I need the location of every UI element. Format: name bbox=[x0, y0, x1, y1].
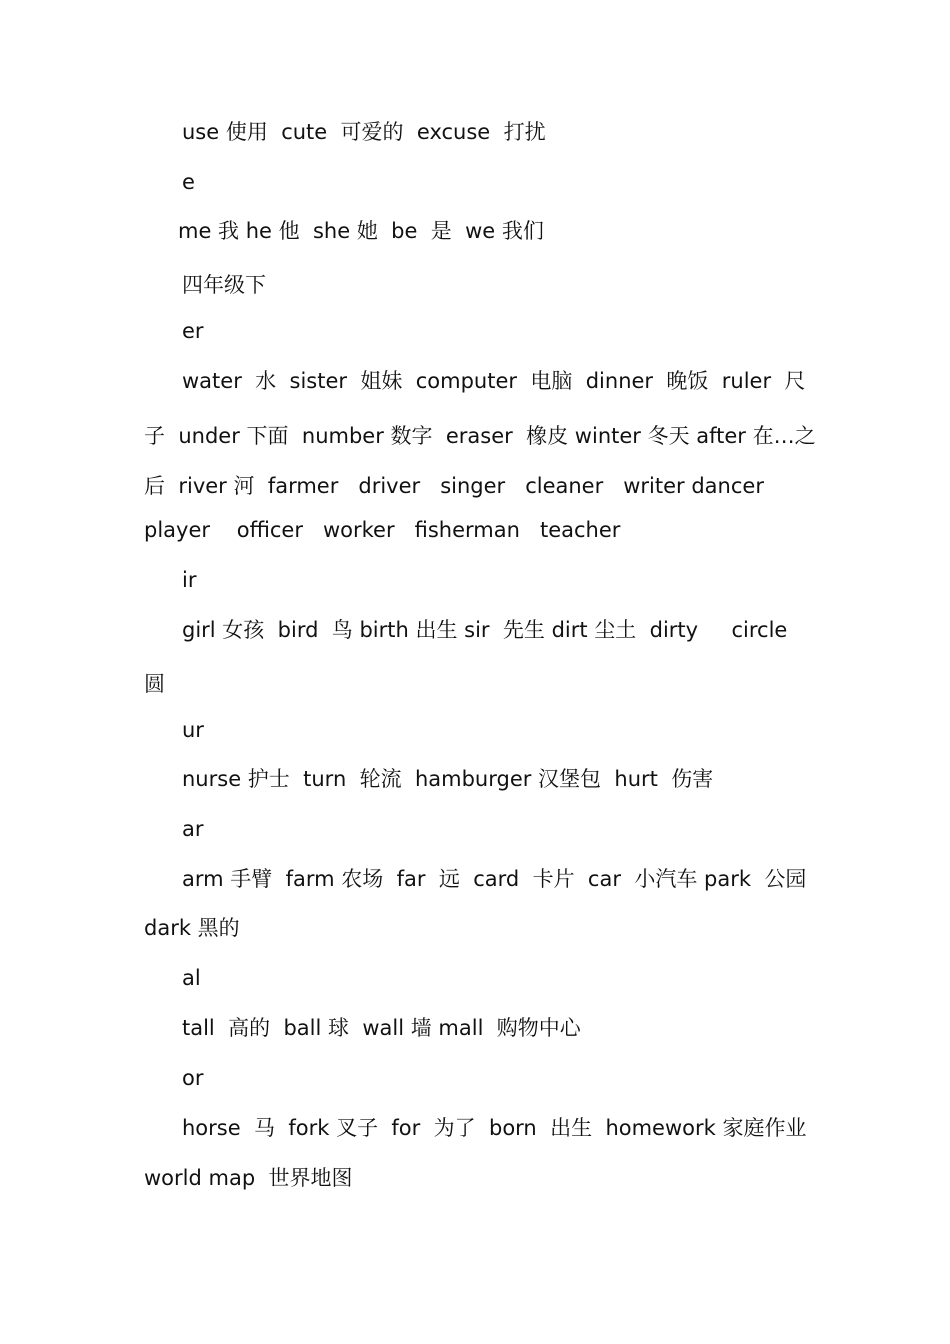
text-line: ur bbox=[182, 718, 204, 742]
text-line: e bbox=[182, 170, 195, 194]
text-line: tall 高的 ball 球 wall 墙 mall 购物中心 bbox=[182, 1016, 581, 1040]
text-line: 子 under 下面 number 数字 eraser 橡皮 winter 冬天 after 在…之 bbox=[144, 424, 816, 448]
text-line: player officer worker fisherman teacher bbox=[144, 518, 621, 542]
text-line: nurse 护士 turn 轮流 hamburger 汉堡包 hurt 伤害 bbox=[182, 767, 714, 791]
text-line: er bbox=[182, 319, 204, 343]
text-line: 后 river 河 farmer driver singer cleaner writer dancer bbox=[144, 474, 764, 498]
text-line: world map 世界地图 bbox=[144, 1166, 353, 1190]
text-line: ir bbox=[182, 568, 197, 592]
text-line: ar bbox=[182, 817, 204, 841]
text-line: dark 黑的 bbox=[144, 916, 240, 940]
text-line: arm 手臂 farm 农场 far 远 card 卡片 car 小汽车 park 公园 bbox=[182, 867, 807, 891]
text-line: 四年级下 bbox=[182, 273, 266, 297]
text-line: 圆 bbox=[144, 672, 165, 696]
text-line: or bbox=[182, 1066, 204, 1090]
text-line: use 使用 cute 可爱的 excuse 打扰 bbox=[182, 120, 546, 144]
text-line: me 我 he 他 she 她 be 是 we 我们 bbox=[178, 219, 544, 243]
text-line: horse 马 fork 叉子 for 为了 born 出生 homework 家庭作业 bbox=[182, 1116, 807, 1140]
text-line: girl 女孩 bird 鸟 birth 出生 sir 先生 dirt 尘土 dirty circle bbox=[182, 618, 788, 642]
text-line: al bbox=[182, 966, 201, 990]
text-line: water 水 sister 姐妹 computer 电脑 dinner 晚饭 ruler 尺 bbox=[182, 369, 806, 393]
